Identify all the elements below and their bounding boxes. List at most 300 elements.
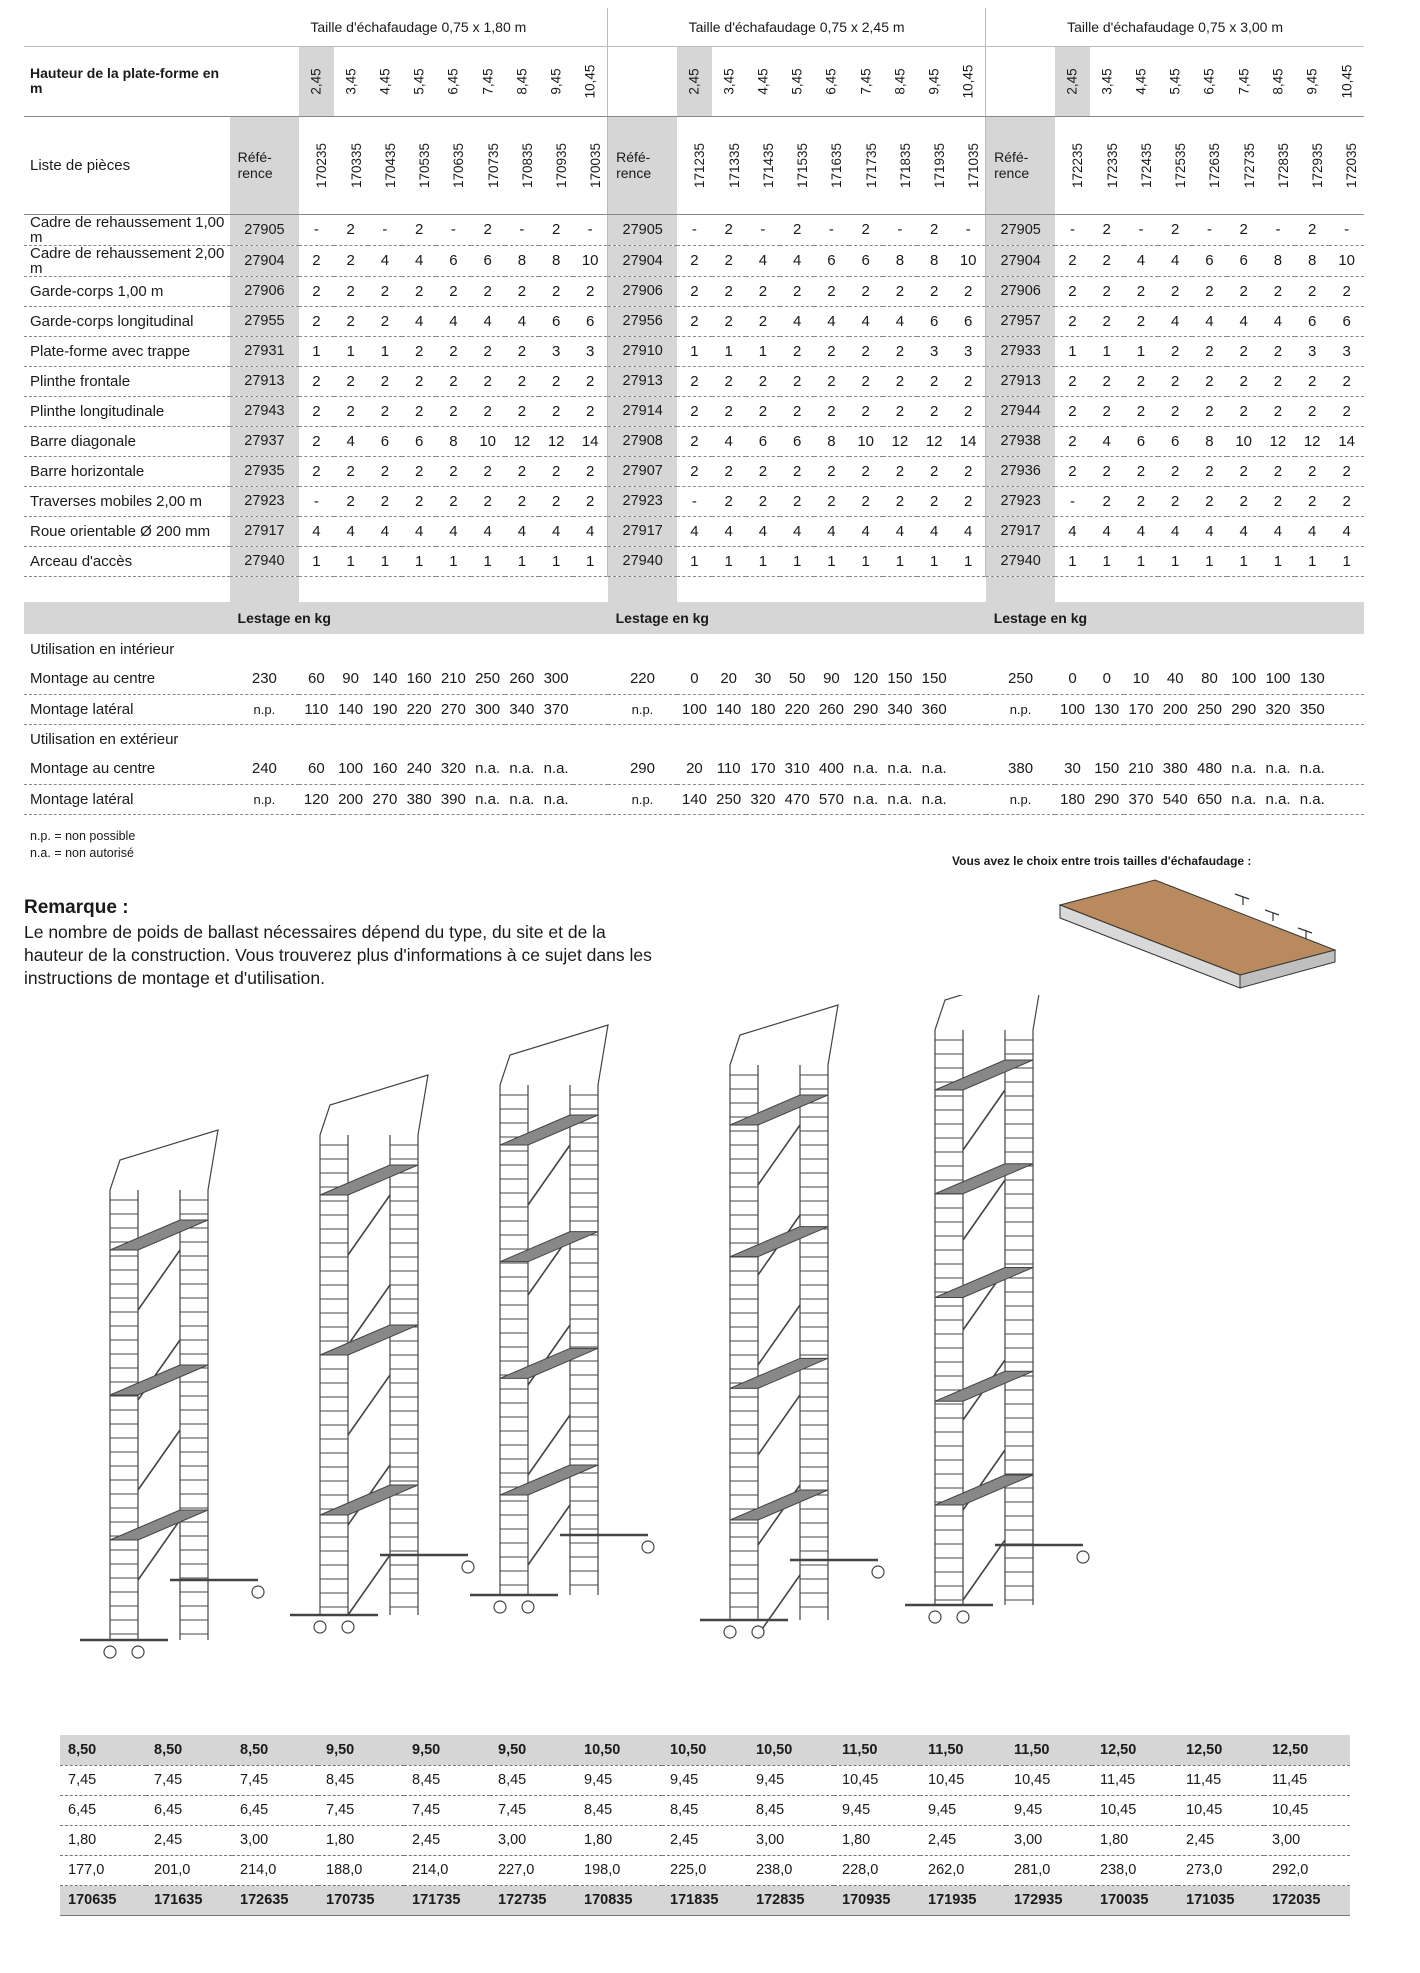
- ballast-value: 380: [986, 754, 1056, 784]
- part-qty: 1: [1055, 546, 1089, 576]
- config-value: 172835: [748, 1885, 834, 1915]
- part-name: Cadre de rehaussement 1,00 m: [24, 214, 230, 245]
- part-ref: 27905: [986, 214, 1056, 245]
- part-qty: 2: [1090, 456, 1124, 486]
- part-qty: 2: [1227, 486, 1261, 516]
- part-qty: 4: [1192, 516, 1226, 546]
- part-qty: 2: [677, 396, 711, 426]
- config-value: 10,45: [1264, 1795, 1350, 1825]
- ballast-value: 270: [436, 694, 470, 724]
- part-qty: 2: [1158, 396, 1192, 426]
- config-value: 7,45: [404, 1795, 490, 1825]
- part-qty: 6: [368, 426, 402, 456]
- height-value: 3,45: [721, 67, 737, 95]
- ballast-value: 210: [436, 664, 470, 694]
- height-value: 5,45: [411, 67, 427, 95]
- ballast-value: 300: [470, 694, 504, 724]
- group-header-row: [24, 8, 1364, 46]
- part-qty: 6: [539, 306, 573, 336]
- ballast-value: n.a.: [505, 754, 539, 784]
- config-ref: 172335: [1104, 142, 1120, 188]
- part-qty: -: [1055, 214, 1089, 245]
- part-qty: 2: [1227, 336, 1261, 366]
- config-ref: 170635: [451, 142, 467, 188]
- part-qty: 4: [1090, 426, 1124, 456]
- heights-row: [24, 46, 1364, 116]
- height-value: 5,45: [1167, 67, 1183, 95]
- ballast-header: Lestage en kg: [993, 610, 1088, 626]
- part-qty: 1: [917, 546, 951, 576]
- part-qty: 4: [1261, 516, 1295, 546]
- ballast-row: [24, 784, 1364, 814]
- height-cell: [402, 46, 436, 116]
- part-qty: 2: [1261, 456, 1295, 486]
- config-value: 171035: [1178, 1885, 1264, 1915]
- ballast-value: 250: [712, 784, 746, 814]
- part-ref: 27913: [986, 366, 1056, 396]
- ballast-value: 60: [299, 664, 333, 694]
- part-qty: 1: [1090, 336, 1124, 366]
- height-cell: [1055, 46, 1089, 116]
- config-value: 6,45: [146, 1795, 232, 1825]
- height-cell: [471, 46, 505, 116]
- part-qty: 10: [951, 245, 985, 276]
- config-value: 7,45: [490, 1795, 576, 1825]
- remark-block: [24, 897, 664, 990]
- config-value: 9,45: [662, 1765, 748, 1795]
- ballast-value: 290: [849, 694, 883, 724]
- ballast-value: 250: [986, 664, 1056, 694]
- part-qty: 6: [573, 306, 607, 336]
- config-value: 172635: [232, 1885, 318, 1915]
- part-qty: 3: [951, 336, 985, 366]
- config-value: 11,45: [1092, 1765, 1178, 1795]
- config-value: 7,45: [318, 1795, 404, 1825]
- height-cell: [883, 46, 917, 116]
- height-cell: [539, 46, 573, 116]
- part-qty: 4: [780, 245, 814, 276]
- config-row: [60, 1795, 1350, 1825]
- part-qty: 2: [573, 396, 607, 426]
- part-qty: 2: [712, 214, 746, 245]
- part-qty: 2: [677, 306, 711, 336]
- part-row: [24, 276, 1364, 306]
- group-title-2: Taille d'échafaudage 0,75 x 3,00 m: [986, 8, 1364, 46]
- ballast-row: [24, 694, 1364, 724]
- part-qty: 12: [1295, 426, 1329, 456]
- part-qty: 2: [436, 456, 470, 486]
- part-qty: 4: [368, 245, 402, 276]
- part-ref: 27910: [608, 336, 678, 366]
- part-qty: 2: [1261, 366, 1295, 396]
- config-value: 170835: [576, 1885, 662, 1915]
- configurations-table: [60, 1735, 1350, 1916]
- part-qty: 4: [883, 516, 917, 546]
- ballast-value: 50: [780, 664, 814, 694]
- part-qty: 4: [402, 516, 436, 546]
- ballast-value: n.a.: [883, 784, 917, 814]
- part-qty: -: [436, 214, 470, 245]
- part-qty: 2: [334, 214, 368, 245]
- part-qty: 10: [1227, 426, 1261, 456]
- mounting-type: Montage au centre: [24, 754, 230, 784]
- config-value: 171735: [404, 1885, 490, 1915]
- part-qty: 2: [951, 276, 985, 306]
- part-qty: 10: [849, 426, 883, 456]
- part-qty: 2: [746, 486, 780, 516]
- config-ref-cell: [402, 116, 436, 214]
- part-row: [24, 245, 1364, 276]
- ballast-value: 100: [1055, 694, 1089, 724]
- part-qty: -: [1124, 214, 1158, 245]
- config-ref-cell: [746, 116, 780, 214]
- config-value: 9,45: [1006, 1795, 1092, 1825]
- part-qty: -: [1261, 214, 1295, 245]
- ballast-value: 90: [333, 664, 367, 694]
- part-qty: 4: [334, 426, 368, 456]
- config-value: 10,45: [1006, 1765, 1092, 1795]
- part-qty: 2: [1227, 214, 1261, 245]
- part-name: Plate-forme avec trappe: [24, 336, 230, 366]
- part-qty: 8: [883, 245, 917, 276]
- part-qty: 12: [1261, 426, 1295, 456]
- part-qty: 2: [402, 276, 436, 306]
- config-value: 171935: [920, 1885, 1006, 1915]
- height-value: 2,45: [308, 67, 324, 95]
- part-qty: 2: [573, 366, 607, 396]
- part-qty: 2: [402, 366, 436, 396]
- part-qty: 2: [917, 456, 951, 486]
- config-value: 281,0: [1006, 1855, 1092, 1885]
- config-ref: 171235: [692, 142, 708, 188]
- scaffold-platform: [730, 1227, 828, 1257]
- part-qty: 2: [1295, 214, 1329, 245]
- part-qty: 2: [1329, 276, 1364, 306]
- part-qty: 12: [505, 426, 539, 456]
- wheel-icon: [957, 1611, 969, 1623]
- part-row: [24, 366, 1364, 396]
- part-qty: 4: [917, 516, 951, 546]
- part-qty: 2: [712, 306, 746, 336]
- part-qty: 1: [539, 546, 573, 576]
- part-qty: -: [746, 214, 780, 245]
- part-qty: 2: [402, 214, 436, 245]
- part-ref: 27904: [230, 245, 300, 276]
- part-qty: 4: [712, 516, 746, 546]
- part-qty: 2: [849, 396, 883, 426]
- part-qty: 2: [951, 486, 985, 516]
- config-value: 11,50: [834, 1735, 920, 1765]
- part-qty: 14: [951, 426, 985, 456]
- ballast-value: 160: [402, 664, 436, 694]
- ballast-value: n.p.: [230, 784, 300, 814]
- part-ref: 27931: [230, 336, 300, 366]
- part-qty: 2: [951, 366, 985, 396]
- scaffold-tower: [700, 1005, 884, 1638]
- heights-label: Hauteur de la plate-forme en m: [24, 46, 230, 116]
- part-qty: 2: [1055, 245, 1089, 276]
- ballast-value: 30: [746, 664, 780, 694]
- part-ref: 27907: [608, 456, 678, 486]
- part-qty: 4: [746, 245, 780, 276]
- part-qty: 2: [712, 245, 746, 276]
- part-qty: 2: [849, 486, 883, 516]
- config-value: 9,50: [490, 1735, 576, 1765]
- part-qty: 2: [712, 366, 746, 396]
- part-qty: 6: [1227, 245, 1261, 276]
- ballast-value: 10: [1124, 664, 1158, 694]
- config-value: 172035: [1264, 1885, 1350, 1915]
- part-qty: 2: [1124, 366, 1158, 396]
- config-ref-cell: [1124, 116, 1158, 214]
- usage-section-row: [24, 724, 1364, 754]
- part-ref: 27923: [608, 486, 678, 516]
- part-ref: 27905: [230, 214, 300, 245]
- part-qty: 2: [368, 366, 402, 396]
- part-qty: -: [1192, 214, 1226, 245]
- config-ref: 170935: [554, 142, 570, 188]
- height-cell: [368, 46, 402, 116]
- part-qty: -: [677, 486, 711, 516]
- platform-large: [1060, 880, 1335, 988]
- part-row: [24, 516, 1364, 546]
- ballast-value: 140: [712, 694, 746, 724]
- ballast-value: 390: [436, 784, 470, 814]
- ballast-value: 110: [299, 694, 333, 724]
- footnote-np: n.p. = non possible: [30, 829, 136, 843]
- part-qty: 4: [1055, 516, 1089, 546]
- part-qty: 2: [1295, 456, 1329, 486]
- part-qty: 6: [1192, 245, 1226, 276]
- ballast-value: 120: [849, 664, 883, 694]
- usage-section-title: Utilisation en extérieur: [30, 730, 179, 748]
- ballast-table-section: [24, 602, 1364, 815]
- config-value: 6,45: [232, 1795, 318, 1825]
- part-qty: 2: [780, 214, 814, 245]
- configurations-table-section: [60, 1735, 1350, 1916]
- part-qty: -: [951, 214, 985, 245]
- part-qty: 4: [1261, 306, 1295, 336]
- part-qty: 2: [1124, 486, 1158, 516]
- ballast-row: [24, 754, 1364, 784]
- config-value: 3,00: [748, 1825, 834, 1855]
- config-row: [60, 1735, 1350, 1765]
- part-qty: 1: [299, 546, 333, 576]
- config-ref: 171335: [726, 142, 742, 188]
- part-qty: 4: [402, 306, 436, 336]
- config-ref: 170035: [588, 142, 604, 188]
- ballast-value: 20: [712, 664, 746, 694]
- part-qty: 1: [951, 546, 985, 576]
- part-qty: 4: [1329, 516, 1364, 546]
- height-cell: [573, 46, 607, 116]
- part-qty: 2: [505, 336, 539, 366]
- ballast-value: n.p.: [986, 694, 1056, 724]
- part-qty: 2: [883, 366, 917, 396]
- ballast-value: 370: [539, 694, 573, 724]
- height-cell: [746, 46, 780, 116]
- ballast-value: 180: [746, 694, 780, 724]
- part-qty: 2: [1158, 336, 1192, 366]
- ballast-value: 220: [402, 694, 436, 724]
- part-qty: 4: [505, 306, 539, 336]
- part-qty: 6: [1295, 306, 1329, 336]
- ballast-header: Lestage en kg: [237, 610, 331, 626]
- config-value: 292,0: [1264, 1855, 1350, 1885]
- part-qty: 2: [471, 396, 505, 426]
- part-qty: 2: [539, 214, 573, 245]
- part-qty: 2: [849, 456, 883, 486]
- height-value: 10,45: [582, 64, 598, 98]
- part-qty: 1: [334, 546, 368, 576]
- remark-body: Le nombre de poids de ballast nécessaires dépend du type, du site et de la hauteur de la construction. Vous trouverez plus d'informations à ce sujet dans les instructions de montage et d'utilisation.: [24, 922, 652, 988]
- config-value: 201,0: [146, 1855, 232, 1885]
- part-qty: 1: [1295, 546, 1329, 576]
- part-qty: 4: [814, 516, 848, 546]
- part-qty: 2: [1295, 366, 1329, 396]
- height-cell: [712, 46, 746, 116]
- part-qty: 2: [573, 456, 607, 486]
- part-qty: 2: [1295, 486, 1329, 516]
- part-qty: 4: [368, 516, 402, 546]
- config-value: 170035: [1092, 1885, 1178, 1915]
- ballast-value: 340: [883, 694, 917, 724]
- part-qty: 1: [368, 336, 402, 366]
- part-qty: 2: [1295, 396, 1329, 426]
- part-qty: 2: [849, 366, 883, 396]
- part-qty: 1: [677, 336, 711, 366]
- wheel-icon: [642, 1541, 654, 1553]
- config-ref: 172835: [1275, 142, 1291, 188]
- height-value: 7,45: [858, 67, 874, 95]
- part-qty: 2: [1192, 336, 1226, 366]
- part-qty: 4: [505, 516, 539, 546]
- config-ref: 172635: [1207, 142, 1223, 188]
- part-qty: 2: [471, 366, 505, 396]
- ballast-value: 20: [677, 754, 711, 784]
- part-name: Arceau d'accès: [24, 546, 230, 576]
- wheel-icon: [252, 1586, 264, 1598]
- ballast-value: 400: [814, 754, 848, 784]
- part-ref: 27940: [230, 546, 300, 576]
- height-value: 6,45: [823, 67, 839, 95]
- part-qty: 14: [573, 426, 607, 456]
- ballast-value: 240: [402, 754, 436, 784]
- part-qty: 4: [849, 306, 883, 336]
- part-qty: 4: [1158, 516, 1192, 546]
- part-qty: 6: [814, 245, 848, 276]
- part-qty: 2: [1192, 486, 1226, 516]
- ballast-value: 240: [230, 754, 300, 784]
- config-value: 9,45: [834, 1795, 920, 1825]
- part-qty: -: [368, 214, 402, 245]
- height-cell: [780, 46, 814, 116]
- part-qty: 1: [746, 546, 780, 576]
- config-ref-cell: [539, 116, 573, 214]
- config-value: 2,45: [662, 1825, 748, 1855]
- ballast-value: n.p.: [230, 694, 300, 724]
- part-row: [24, 546, 1364, 576]
- config-ref-cell: [573, 116, 607, 214]
- scaffold-platform: [320, 1325, 418, 1355]
- scaffold-platform: [935, 1164, 1033, 1194]
- part-qty: 2: [1124, 306, 1158, 336]
- config-value: 170635: [60, 1885, 146, 1915]
- part-qty: 2: [677, 245, 711, 276]
- config-value: 171835: [662, 1885, 748, 1915]
- config-value: 11,50: [1006, 1735, 1092, 1765]
- config-value: 9,50: [404, 1735, 490, 1765]
- part-ref: 27904: [986, 245, 1056, 276]
- part-qty: -: [883, 214, 917, 245]
- part-qty: 2: [746, 306, 780, 336]
- config-row: [60, 1885, 1350, 1915]
- config-ref-cell: [951, 116, 985, 214]
- part-qty: 1: [1158, 546, 1192, 576]
- ballast-value: 140: [333, 694, 367, 724]
- part-qty: -: [573, 214, 607, 245]
- height-cell: [1192, 46, 1226, 116]
- config-value: 8,50: [60, 1735, 146, 1765]
- part-ref: 27906: [608, 276, 678, 306]
- part-qty: 2: [334, 276, 368, 306]
- config-value: 8,45: [662, 1795, 748, 1825]
- part-qty: 2: [505, 486, 539, 516]
- ref-header: Réfé-rence: [986, 116, 1056, 214]
- part-qty: 2: [780, 336, 814, 366]
- config-ref: 172235: [1070, 142, 1086, 188]
- usage-section-title: Utilisation en intérieur: [30, 640, 175, 658]
- config-value: 7,45: [146, 1765, 232, 1795]
- height-value: 2,45: [1064, 67, 1080, 95]
- ballast-value: 320: [746, 784, 780, 814]
- config-value: 8,45: [490, 1765, 576, 1795]
- config-value: 214,0: [404, 1855, 490, 1885]
- wheel-icon: [462, 1561, 474, 1573]
- part-row: [24, 456, 1364, 486]
- footnotes: [30, 828, 135, 862]
- config-value: 172735: [490, 1885, 576, 1915]
- part-name: Barre diagonale: [24, 426, 230, 456]
- part-qty: 4: [849, 516, 883, 546]
- ballast-value: n.a.: [1227, 754, 1261, 784]
- part-name: Garde-corps longitudinal: [24, 306, 230, 336]
- height-value: 7,45: [1236, 67, 1252, 95]
- wheel-icon: [522, 1601, 534, 1613]
- ballast-value: 380: [402, 784, 436, 814]
- part-qty: 2: [1124, 456, 1158, 486]
- ballast-value: n.a.: [470, 754, 504, 784]
- ballast-value: 290: [1227, 694, 1261, 724]
- config-ref: 172535: [1173, 142, 1189, 188]
- part-qty: 2: [712, 276, 746, 306]
- part-qty: 2: [334, 245, 368, 276]
- ballast-value: 100: [677, 694, 711, 724]
- part-qty: 2: [814, 396, 848, 426]
- scaffold-platform: [730, 1358, 828, 1388]
- platform-sizes-illustration: [1040, 870, 1340, 1010]
- height-value: 5,45: [789, 67, 805, 95]
- part-qty: 2: [539, 396, 573, 426]
- part-qty: 2: [1090, 486, 1124, 516]
- height-value: 3,45: [343, 67, 359, 95]
- part-qty: 2: [1090, 214, 1124, 245]
- height-cell: [1227, 46, 1261, 116]
- size-choice-caption: Vous avez le choix entre trois tailles d'échafaudage :: [952, 854, 1252, 868]
- height-value: 3,45: [1099, 67, 1115, 95]
- part-qty: 2: [1192, 276, 1226, 306]
- ballast-value: n.a.: [849, 754, 883, 784]
